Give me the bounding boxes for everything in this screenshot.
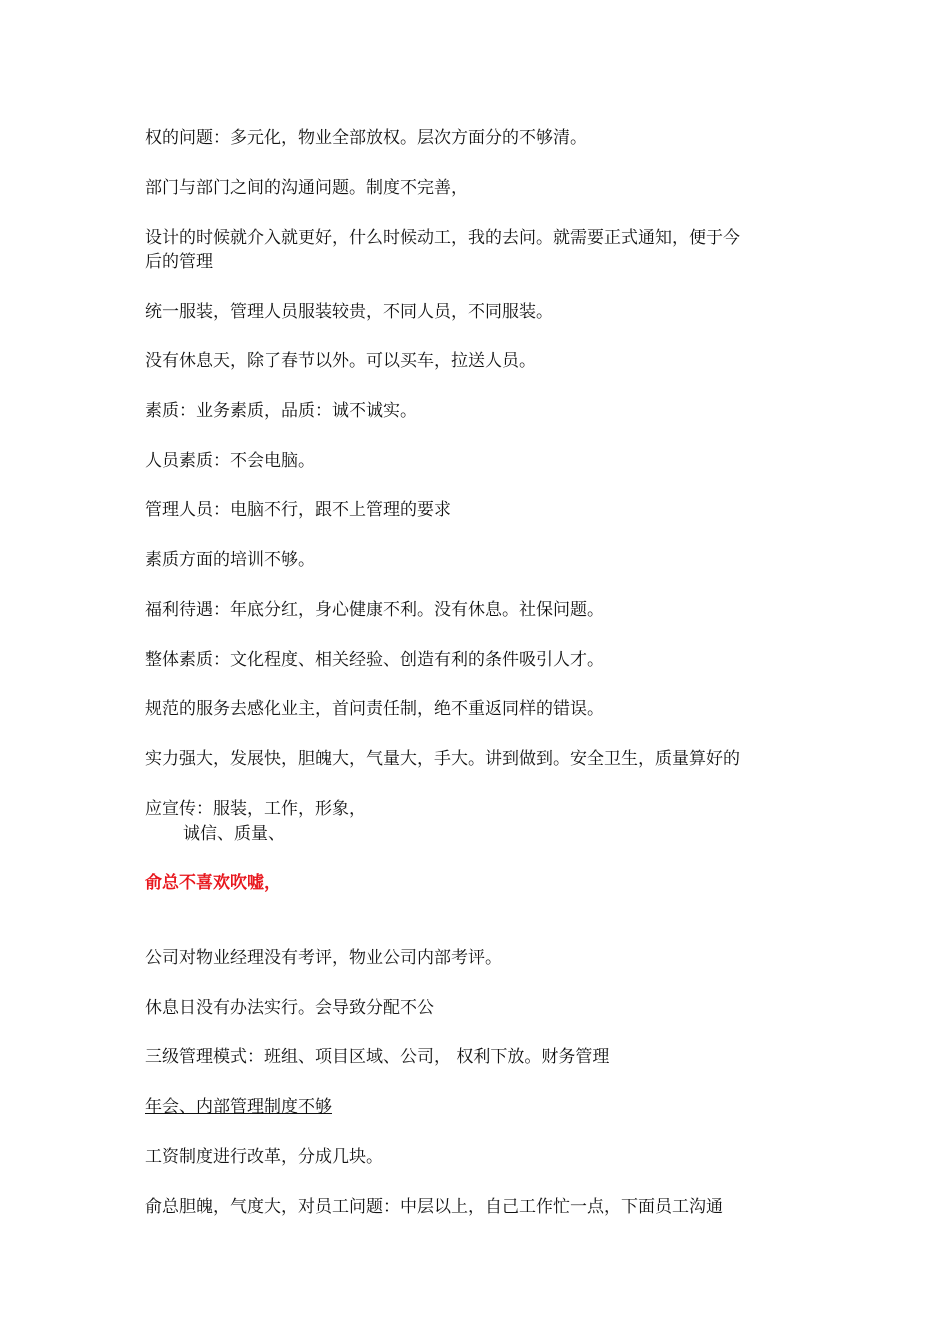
paragraph: 福利待遇：年底分红，身心健康不利。没有休息。社保问题。 — [145, 600, 604, 620]
paragraph: 三级管理模式：班组、项目区域、公司， 权利下放。财务管理 — [145, 1047, 610, 1067]
paragraph: 素质方面的培训不够。 — [145, 550, 315, 570]
paragraph: 规范的服务去感化业主，首问责任制，绝不重返同样的错误。 — [145, 699, 604, 719]
paragraph-indented: 诚信、质量、 — [183, 824, 285, 844]
paragraph: 人员素质：不会电脑。 — [145, 451, 315, 471]
paragraph: 工资制度进行改革，分成几块。 — [145, 1147, 383, 1167]
paragraph: 整体素质：文化程度、相关经验、创造有利的条件吸引人才。 — [145, 650, 604, 670]
paragraph: 实力强大，发展快，胆魄大，气量大，手大。讲到做到。安全卫生，质量算好的 — [145, 749, 740, 769]
paragraph: 应宣传：服装，工作，形象， — [145, 799, 366, 819]
paragraph: 俞总胆魄，气度大，对员工问题：中层以上，自己工作忙一点，下面员工沟通 — [145, 1197, 723, 1217]
paragraph: 管理人员：电脑不行，跟不上管理的要求 — [145, 500, 451, 520]
paragraph: 素质：业务素质，品质：诚不诚实。 — [145, 401, 417, 421]
paragraph: 公司对物业经理没有考评，物业公司内部考评。 — [145, 948, 502, 968]
underlined-paragraph: 年会、内部管理制度不够 — [145, 1097, 332, 1117]
paragraph: 休息日没有办法实行。会导致分配不公 — [145, 998, 434, 1018]
paragraph: 统一服装，管理人员服装较贵，不同人员，不同服装。 — [145, 302, 553, 322]
paragraph: 部门与部门之间的沟通问题。制度不完善， — [145, 178, 468, 198]
paragraph-continuation: 后的管理 — [145, 252, 213, 272]
paragraph: 权的问题：多元化，物业全部放权。层次方面分的不够清。 — [145, 128, 587, 148]
paragraph: 设计的时候就介入就更好，什么时候动工，我的去问。就需要正式通知，便于今 — [145, 228, 740, 248]
paragraph: 没有休息天，除了春节以外。可以买车，拉送人员。 — [145, 351, 536, 371]
highlighted-paragraph: 俞总不喜欢吹嘘， — [145, 873, 281, 893]
